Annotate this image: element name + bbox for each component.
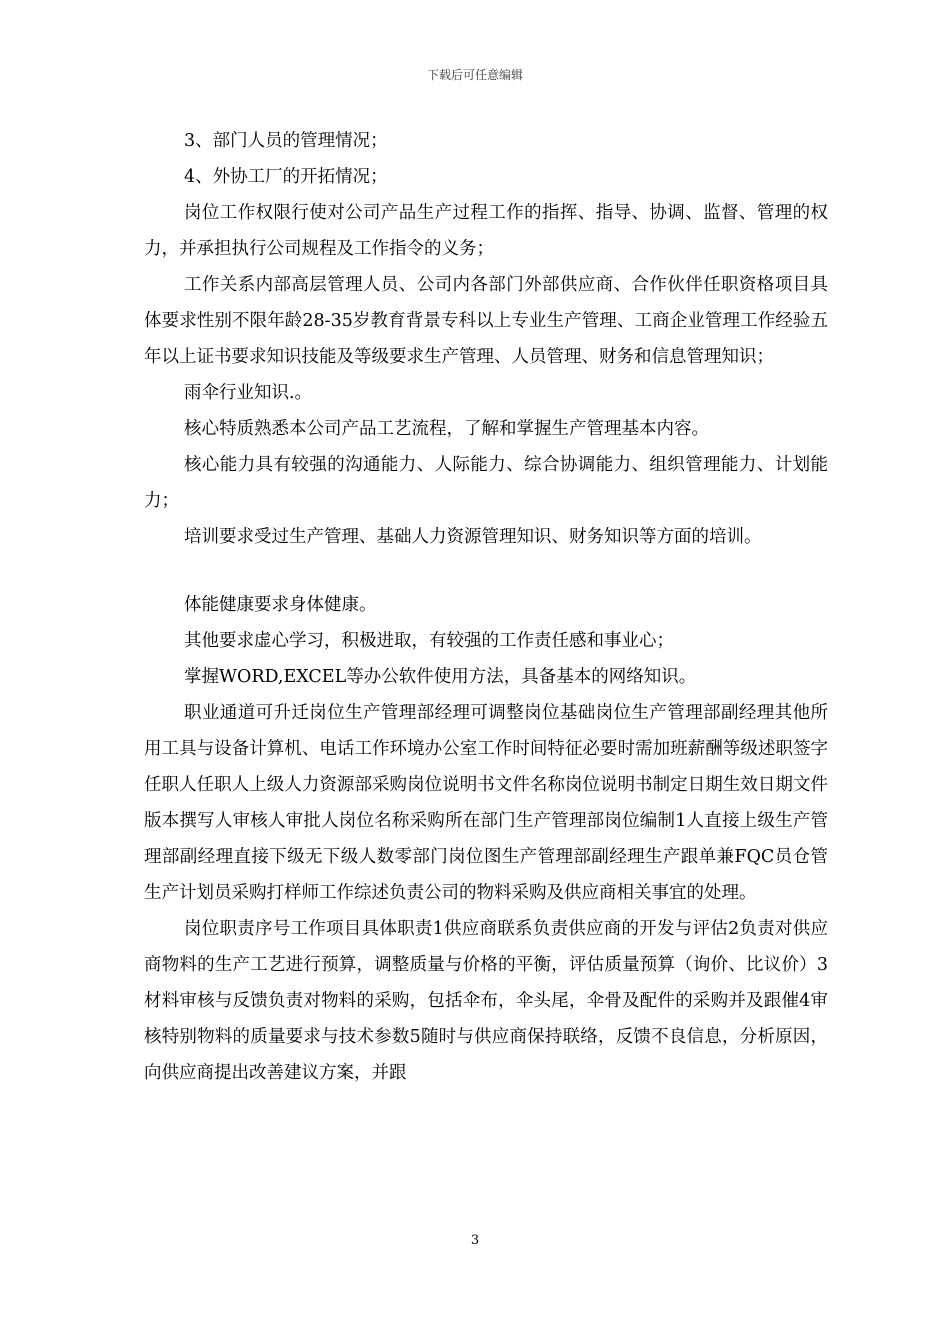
paragraph: 雨伞行业知识.。 xyxy=(184,383,313,403)
document-body xyxy=(144,123,828,1091)
paragraph: 岗位职责序号工作项目具体职责1供应商联系负责供应商的开发与评估2负责对供应商物料的生产工艺进行预算，调整质量与价格的平衡，评估质量预算（询价、比议价）3材料审核与反馈负责对物料的采购，包括伞布，伞头尾，伞骨及配件的采购并及跟催4审核特别物料的质量要求与技术参数5随时与供应商保持联络，反馈不良信息，分析原因，向供应商提出改善建议方案，并跟 xyxy=(144,919,828,1083)
page-number: 3 xyxy=(470,1233,480,1248)
paragraph: 3、部门人员的管理情况； xyxy=(184,131,388,151)
paragraph: 其他要求虚心学习，积极进取，有较强的工作责任感和事业心； xyxy=(184,631,674,651)
paragraph: 职业通道可升迁岗位生产管理部经理可调整岗位基础岗位生产管理部副经理其他所用工具与设备计算机、电话工作环境办公室工作时间特征必要时需加班薪酬等级述职签字任职人任职人上级人力资源部采购岗位说明书文件名称岗位说明书制定日期生效日期文件版本撰写人审核人审批人岗位名称采购所在部门生产管理部岗位编制1人直接上级生产管理部副经理直接下级无下级人数零部门岗位图生产管理部副经理生产跟单兼FQC员仓管生产计划员采购打样师工作综述负责公司的物料采购及供应商相关事宜的处理。 xyxy=(144,703,828,903)
paragraph: 核心能力具有较强的沟通能力、人际能力、综合协调能力、组织管理能力、计划能力； xyxy=(144,455,828,511)
paragraph: 4、外协工厂的开拓情况； xyxy=(184,167,388,187)
paragraph: 掌握WORD,EXCEL等办公软件使用方法，具备基本的网络知识。 xyxy=(184,667,697,687)
page-header: 下载后可任意编辑 xyxy=(426,68,523,82)
paragraph: 岗位工作权限行使对公司产品生产过程工作的指挥、指导、协调、监督、管理的权力，并承担执行公司规程及工作指令的义务； xyxy=(144,203,828,259)
paragraph: 体能健康要求身体健康。 xyxy=(184,595,377,615)
paragraph: 核心特质熟悉本公司产品工艺流程，了解和掌握生产管理基本内容。 xyxy=(184,419,709,439)
paragraph: 培训要求受过生产管理、基础人力资源管理知识、财务知识等方面的培训。 xyxy=(184,527,762,547)
paragraph: 工作关系内部高层管理人员、公司内各部门外部供应商、合作伙伴任职资格项目具体要求性别不限年龄28-35岁教育背景专科以上专业生产管理、工商企业管理工作经验五年以上证书要求知识技能及等级要求生产管理、人员管理、财务和信息管理知识； xyxy=(144,275,828,367)
